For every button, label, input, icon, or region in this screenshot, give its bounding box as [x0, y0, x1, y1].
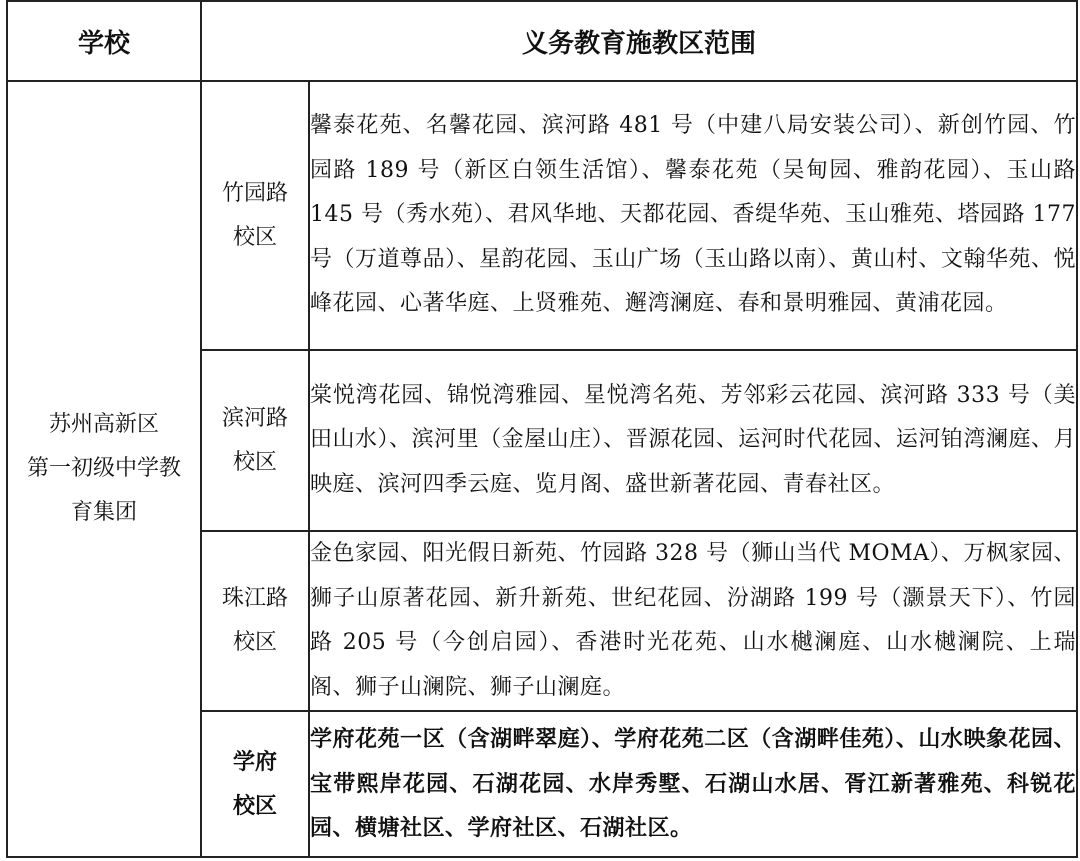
campus-areas-cell: 棠悦湾花园、锦悦湾雅园、星悦湾名苑、芳邻彩云花园、滨河路 333 号（美田山水）、滨河里（金屋山庄）、晋源花园、运河时代花园、运河铂湾澜庭、月映庭、滨河四季云庭、览月阁、盛世新著花园、青春社区。 — [309, 350, 1077, 531]
school-name-line: 第一初级中学教 — [26, 456, 181, 481]
campus-name-line: 竹园路 — [221, 180, 288, 206]
campus-areas-cell: 馨泰花苑、名馨花园、滨河路 481 号（中建八局安装公司）、新创竹园、竹园路 189 号（新区白领生活馆）、馨泰花苑（吴甸园、雅韵花园）、玉山路 145 号（秀水苑）、君风华地、天都花园、香缇华苑、玉山雅苑、塔园路 177 号（万道尊品）、星韵花园、玉山广场（玉山路以南）、黄山村、文翰华苑、悦峰花园、心著华庭、上贤雅苑、邂湾澜庭、春和景明雅园、黄浦花园。 — [309, 81, 1077, 350]
campus-areas-cell: 金色家园、阳光假日新苑、竹园路 328 号（狮山当代 MOMA）、万枫家园、狮子山原著花园、新升新苑、世纪花园、汾湖路 199 号（灏景天下）、竹园路 205 号（今创启园）、香港时光花苑、山水樾澜庭、山水樾澜院、上瑞阁、狮子山澜院、狮子山澜庭。 — [309, 531, 1077, 711]
campus-name-line: 校区 — [232, 793, 277, 819]
header-range: 义务教育施教区范围 — [201, 1, 1077, 81]
campus-name-line: 学府 — [232, 749, 277, 775]
campus-name-cell — [201, 711, 309, 857]
campus-name-line: 滨河路 — [221, 405, 288, 431]
campus-areas-cell: 学府花苑一区（含湖畔翠庭）、学府花苑二区（含湖畔佳苑）、山水映象花园、宝带熙岸花园、石湖花园、水岸秀墅、石湖山水居、胥江新著雅苑、科锐花园、横塘社区、学府社区、石湖社区。 — [309, 711, 1077, 857]
campus-name-cell — [201, 81, 309, 350]
school-name-line: 苏州高新区 — [48, 412, 159, 437]
campus-name-line: 珠江路 — [221, 586, 288, 611]
campus-name-cell — [201, 350, 309, 531]
school-name-line: 育集团 — [70, 500, 137, 525]
campus-name-line: 校区 — [232, 449, 277, 475]
school-name-cell — [7, 81, 201, 857]
campus-name-line: 校区 — [232, 224, 277, 250]
table-row — [7, 81, 1077, 350]
table-header-row — [7, 1, 1077, 81]
campus-name-line: 校区 — [232, 630, 277, 655]
header-school: 学校 — [7, 1, 201, 81]
enrollment-zone-table — [6, 0, 1078, 858]
campus-name-cell — [201, 531, 309, 711]
